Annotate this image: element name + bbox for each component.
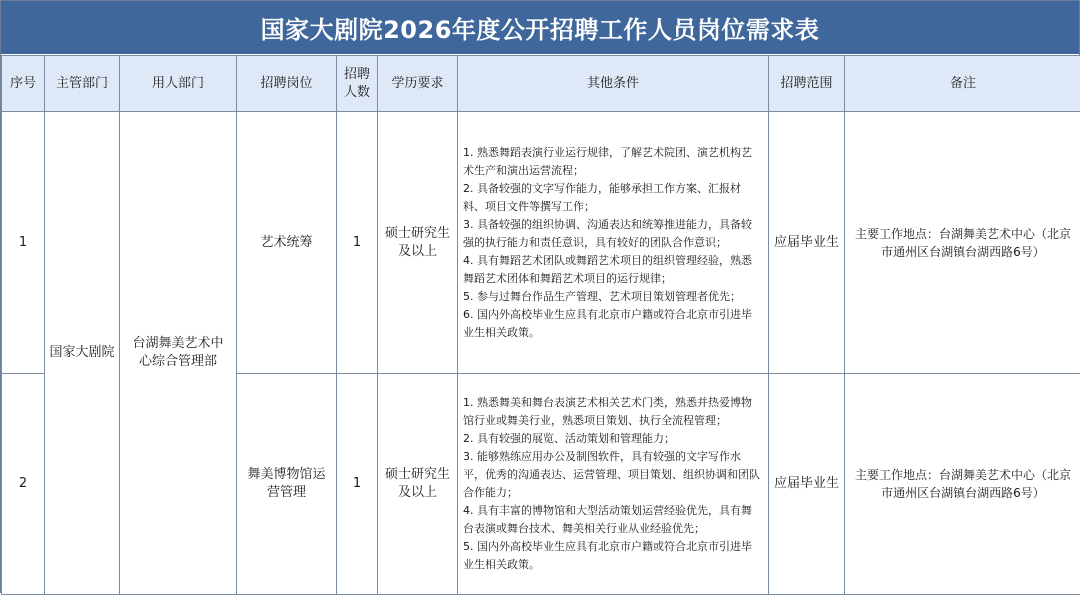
page-title: 国家大剧院2026年度公开招聘工作人员岗位需求表 xyxy=(1,1,1079,55)
condition-line: 5. 国内外高校毕业生应具有北京市户籍或符合北京市引进毕业生相关政策。 xyxy=(463,538,760,574)
header-position: 招聘岗位 xyxy=(237,56,337,112)
cell-count: 1 xyxy=(337,374,378,595)
header-count-line2: 人数 xyxy=(337,84,377,102)
condition-line: 4. 具有丰富的博物馆和大型活动策划运营经验优先，具有舞台表演或舞台技术、舞美相关行业从业经验优先； xyxy=(463,502,760,538)
dept-text: 国家大剧院 xyxy=(49,344,114,362)
cell-seq: 2 xyxy=(2,374,45,595)
cell-remark: 主要工作地点：台湖舞美艺术中心（北京市通州区台湖镇台湖西路6号） xyxy=(845,112,1080,374)
position-text: 舞美博物馆运营管理 xyxy=(247,466,327,502)
header-conditions: 其他条件 xyxy=(458,56,769,112)
cell-education xyxy=(378,374,458,595)
header-remark: 备注 xyxy=(845,56,1080,112)
condition-line: 3. 具备较强的组织协调、沟通表达和统筹推进能力，具备较强的执行能力和责任意识，具有较好的团队合作意识； xyxy=(463,216,760,252)
cell-position xyxy=(237,374,337,595)
recruitment-table xyxy=(1,55,1080,595)
condition-line: 4. 具有舞蹈艺术团队或舞蹈艺术项目的组织管理经验，熟悉舞蹈艺术团体和舞蹈艺术项目的运行规律； xyxy=(463,252,760,288)
condition-line: 5. 参与过舞台作品生产管理、艺术项目策划管理者优先； xyxy=(463,288,760,306)
cell-education xyxy=(378,112,458,374)
cell-remark: 主要工作地点：台湖舞美艺术中心（北京市通州区台湖镇台湖西路6号） xyxy=(845,374,1080,595)
header-education: 学历要求 xyxy=(378,56,458,112)
header-dept: 主管部门 xyxy=(45,56,120,112)
position-text: 艺术统筹 xyxy=(247,234,327,252)
unit-text: 台湖舞美艺术中心综合管理部 xyxy=(128,335,228,371)
header-seq: 序号 xyxy=(2,56,45,112)
cell-scope: 应届毕业生 xyxy=(769,374,845,595)
cell-scope: 应届毕业生 xyxy=(769,112,845,374)
table-header-row xyxy=(2,56,1080,112)
cell-unit xyxy=(120,112,237,595)
education-text: 硕士研究生及以上 xyxy=(383,225,453,261)
table-row xyxy=(2,112,1080,374)
header-count-line1: 招聘 xyxy=(337,66,377,84)
condition-line: 1. 熟悉舞蹈表演行业运行规律，了解艺术院团、演艺机构艺术生产和演出运营流程； xyxy=(463,144,760,180)
condition-line: 2. 具备较强的文字写作能力，能够承担工作方案、汇报材料、项目文件等撰写工作； xyxy=(463,180,760,216)
cell-seq: 1 xyxy=(2,112,45,374)
education-text: 硕士研究生及以上 xyxy=(383,466,453,502)
header-count xyxy=(337,56,378,112)
cell-position xyxy=(237,112,337,374)
header-unit: 用人部门 xyxy=(120,56,237,112)
condition-line: 1. 熟悉舞美和舞台表演艺术相关艺术门类，熟悉并热爱博物馆行业或舞美行业，熟悉项目策划、执行全流程管理； xyxy=(463,394,760,430)
cell-dept xyxy=(45,112,120,595)
condition-line: 6. 国内外高校毕业生应具有北京市户籍或符合北京市引进毕业生相关政策。 xyxy=(463,306,760,342)
header-scope: 招聘范围 xyxy=(769,56,845,112)
condition-line: 2. 具有较强的展览、活动策划和管理能力； xyxy=(463,430,760,448)
cell-count: 1 xyxy=(337,112,378,374)
cell-conditions xyxy=(458,374,769,595)
cell-conditions xyxy=(458,112,769,374)
condition-line: 3. 能够熟练应用办公及制图软件，具有较强的文字写作水平，优秀的沟通表达、运营管理、项目策划、组织协调和团队合作能力； xyxy=(463,448,760,502)
